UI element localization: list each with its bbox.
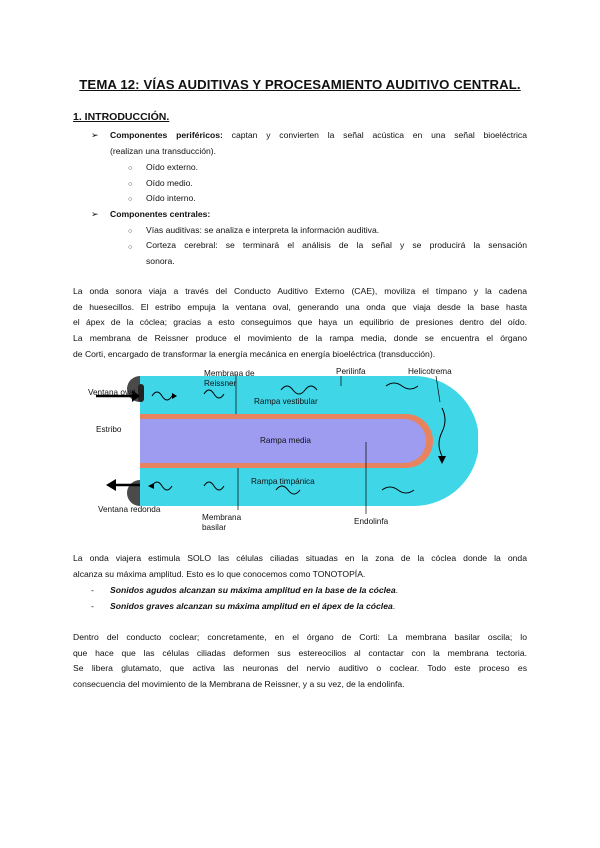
perifericos-line-1 [110,128,527,144]
paragraph-line: consecuencia del movimiento de la Membrana de Reissner, y a su vez, de la endolinfa. [73,679,405,690]
label-membrana-reissner-2: Reissner [204,379,237,388]
perifericos-label: Componentes periféricos: [110,130,223,140]
circle-bullet-icon: ○ [128,244,133,251]
centrales-label: Componentes centrales: [110,209,211,219]
paragraph-tonotopia [73,551,527,582]
dash-bullet: - [91,585,94,595]
dash-bullet: - [91,601,94,611]
paragraph-line: el ápex de la cóclea; gracias a esto conseguimos que haya un equilibrio de presiones dentro del oído. [73,317,527,328]
paragraph-line: Dentro del conducto coclear; concretamente, en el órgano de Corti: La membrana basilar oscila; lo [73,632,527,642]
bullet-text: Sonidos graves alcanzan su máxima amplitud en el ápex de la cóclea [110,601,393,611]
label-ventana-oval: Ventana oval [88,388,136,397]
label-membrana-basilar-2: basilar [202,523,227,532]
label-perilinfa: Perilinfa [336,367,366,376]
bullet-text: Sonidos agudos alcanzan su máxima amplitud en la base de la cóclea [110,585,396,595]
paragraph-line: La onda sonora viaja a través del Conducto Auditivo Externo (CAE), moviliza el tímpano y la cadena [73,286,527,296]
list-item [146,238,527,269]
paragraph-line: alcanza su máxima amplitud. Esto es lo que conocemos como TONOTOPÍA. [73,568,366,579]
list-item: Oído medio. [146,178,193,188]
label-membrana-basilar-1: Membrana [202,513,242,522]
output-arrowhead-icon [106,479,116,491]
paragraph-line: Se libera glutamato, que activa las neuronas del nervio auditivo o coclear. Todo este proceso es [73,663,527,674]
label-membrana-reissner-1: Membrana de [204,369,255,378]
bullet-graves [110,599,395,615]
label-estribo: Estribo [96,425,122,434]
arrow-bullet-icon: ➢ [91,209,99,219]
bullet-dot: . [392,601,396,611]
paragraph-line: de huesecillos. El estribo empuja la ventana oval, generando una onda que viaja desde la base hasta [73,301,527,312]
paragraph-line: La membrana de Reissner produce el movimiento de la rampa media, donde se encuentra el órgano [73,333,527,344]
arrow-bullet-icon: ➢ [91,130,99,140]
circle-bullet-icon: ○ [128,181,133,188]
perifericos-block [110,128,527,159]
bullet-agudos [110,583,398,599]
label-endolinfa: Endolinfa [354,517,389,526]
circle-bullet-icon: ○ [128,228,133,235]
list-item: Oído interno. [146,193,196,203]
list-item-line: Corteza cerebral: se terminará el análisis de la señal y se producirá la sensación [146,240,527,250]
paragraph-line: La onda viajera estimula SOLO las células ciliadas situadas en la zona de la cóclea donde la onda [73,553,527,563]
circle-bullet-icon: ○ [128,165,133,172]
list-item: Vías auditivas: se analiza e interpreta la información auditiva. [146,225,380,235]
perifericos-line-2: (realizan una transducción). [110,145,217,156]
paragraph-line: de Corti, encargado de transformar la energía mecánica en energía bioeléctrica (transducción). [73,348,436,359]
page-title: TEMA 12: VÍAS AUDITIVAS Y PROCESAMIENTO AUDITIVO CENTRAL. [79,77,521,92]
bullet-dot: . [395,585,398,595]
circle-bullet-icon: ○ [128,196,133,203]
label-rampa-timpanica: Rampa timpánica [251,477,315,486]
paragraph-organo-corti [73,630,527,693]
list-item-line: sonora. [146,255,175,266]
perifericos-text: captan y convierten la señal acústica en una señal bioeléctrica [231,130,527,140]
cochlea-diagram [86,362,478,540]
label-helicotrema: Helicotrema [408,367,452,376]
label-rampa-media: Rampa media [260,436,311,445]
label-ventana-redonda: Ventana redonda [98,505,161,514]
paragraph-onda-sonora [73,284,527,362]
estribo-shape [138,384,144,402]
paragraph-line: que hace que las células ciliadas deformen sus estereocilios al contactar con la membrana tectoria. [73,647,527,658]
list-item: Oído externo. [146,162,199,172]
section-heading-introduccion: 1. INTRODUCCIÓN. [73,111,170,123]
label-rampa-vestibular: Rampa vestibular [254,397,318,406]
